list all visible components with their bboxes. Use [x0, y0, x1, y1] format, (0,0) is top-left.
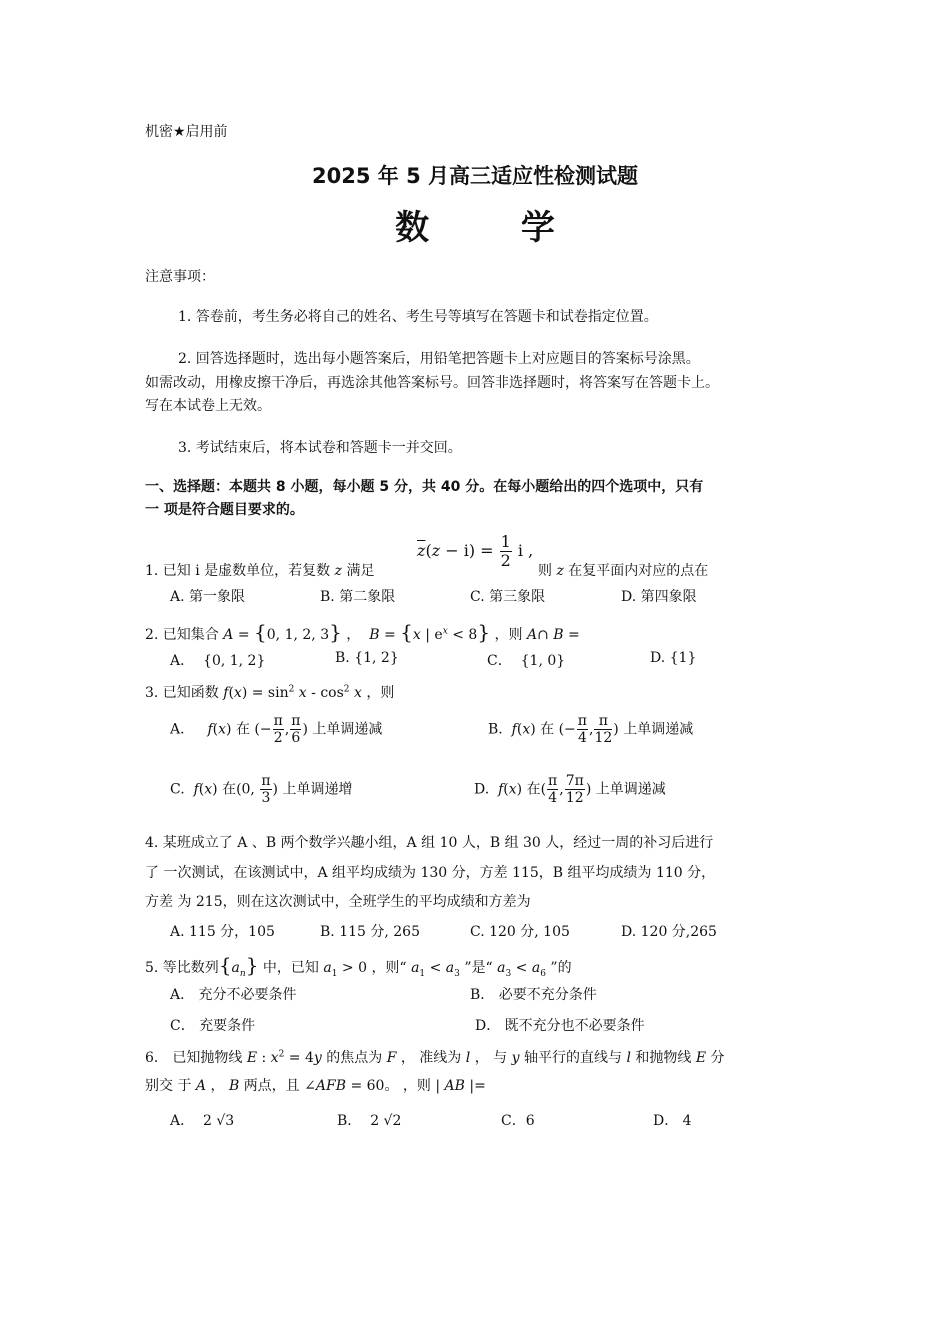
q4-option-b: B. 115 分, 265 [320, 924, 420, 940]
q1-option-a: A. 第一象限 [170, 589, 246, 605]
q3-option-c: C. f(x) 在(0, $\frac{\pi}{3}$ ) 上单调递增 [170, 773, 353, 806]
q5-option-b: B． 必要不充分条件 [470, 987, 597, 1003]
note-2-cont: 如需改动，用橡皮擦干净后，再选涂其他答案标号。回答非选择题时，将答案写在答题卡上。 [145, 375, 719, 391]
q6-option-c: C．6 [501, 1113, 535, 1129]
notes-heading: 注意事项： [145, 269, 215, 285]
exam-title: 2025 年 5 月高三适应性检测试题 [312, 164, 638, 188]
question-1-equation: $\overline{z}(z - i)$ = $\frac{1}{2}$ i , [417, 532, 534, 570]
q4-option-c: C. 120 分, 105 [470, 924, 570, 940]
q2-option-d: D. {1} [650, 650, 697, 666]
q5-option-c: C． 充要条件 [170, 1018, 256, 1034]
question-4-line-3: 方差 为 215，则在这次测试中，全班学生的平均成绩和方差为 [145, 894, 531, 910]
subject-title: 数 学 [395, 208, 595, 248]
section-heading: 一、选择题：本题共 8 小题，每小题 5 分，共 40 分。在每小题给出的四个选项中，只有 [145, 479, 704, 495]
q2-option-c: C． {1, 0} [487, 653, 566, 669]
q1-option-b: B. 第二象限 [320, 589, 396, 605]
note-1: 1. 答卷前，考生务必将自己的姓名、考生号等填写在答题卡和试卷指定位置。 [178, 309, 658, 325]
section-heading-cont: 一 项是符合题目要求的。 [145, 502, 304, 518]
confidential-mark: 机密★启用前 [145, 124, 228, 140]
question-6-line-1: 6． 已知抛物线 E : $x^2 = 4y$ 的焦点为 F ， 准线为 l ， 与 y 轴平行的直线与 l 和抛物线 E 分 [145, 1049, 725, 1066]
question-5-stem: 5. 等比数列$\{a_n\}$ 中，已知 $a_1 > 0$ ，则“ $a_1 < a_3$ ”是“ $a_3 < a_6$ ”的 [145, 953, 572, 979]
q6-option-b: B． 2 √2 [337, 1113, 402, 1129]
q6-option-a: A． 2 √3 [170, 1113, 235, 1129]
question-1-stem-end: 则 z 在复平面内对应的点在 [538, 563, 709, 579]
question-2-stem: 2. 已知集合 A = {0, 1, 2, 3} ， B = {x | $e^x < 8$} ，则 A∩ B = [145, 620, 580, 644]
q5-option-a: A． 充分不必要条件 [170, 987, 297, 1003]
q1-option-c: C. 第三象限 [470, 589, 546, 605]
question-3-stem: 3. 已知函数 $f(x) = \sin^2 x - \cos^2 x$ ，则 [145, 684, 395, 701]
note-2: 2. 回答选择题时，选出每小题答案后，用铅笔把答题卡上对应题目的答案标号涂黑。 [178, 351, 700, 367]
q4-option-d: D. 120 分,265 [621, 924, 717, 940]
q3-option-d: D. f(x) 在( $\frac{\pi}{4}$ , $\frac{7\pi}{12}$ ) 上单调递减 [474, 773, 666, 806]
note-2-cont2: 写在本试卷上无效。 [145, 398, 271, 414]
question-4-line-1: 4. 某班成立了 A 、B 两个数学兴趣小组，A 组 10 人，B 组 30 人，经过一周的补习后进行 [145, 835, 714, 851]
q1-option-d: D. 第四象限 [621, 589, 697, 605]
q4-option-a: A. 115 分，105 [170, 924, 275, 940]
q2-option-b: B. {1, 2} [335, 650, 399, 666]
q3-option-b: B. f(x) 在 (− $\frac{\pi}{4}$ , $\frac{\pi}{12}$ ) 上单调递减 [488, 713, 694, 746]
q3-option-a: A． f(x) 在 (− $\frac{\pi}{2}$ , $\frac{\pi}{6}$ ) 上单调递减 [170, 713, 383, 746]
q5-option-d: D． 既不充分也不必要条件 [475, 1018, 645, 1034]
q6-option-d: D． 4 [653, 1113, 692, 1129]
note-3: 3. 考试结束后，将本试卷和答题卡一并交回。 [178, 440, 462, 456]
question-6-line-2: 别交 于 A ， B 两点，且 ∠AFB = 60。 ，则 | AB |= [145, 1078, 486, 1094]
question-1-stem: 1. 已知 i 是虚数单位，若复数 z 满足 [145, 563, 375, 579]
q2-option-a: A． {0, 1, 2} [170, 653, 266, 669]
question-4-line-2: 了 一次测试，在该测试中，A 组平均成绩为 130 分，方差 115，B 组平均成绩为 110 分， [145, 865, 716, 881]
